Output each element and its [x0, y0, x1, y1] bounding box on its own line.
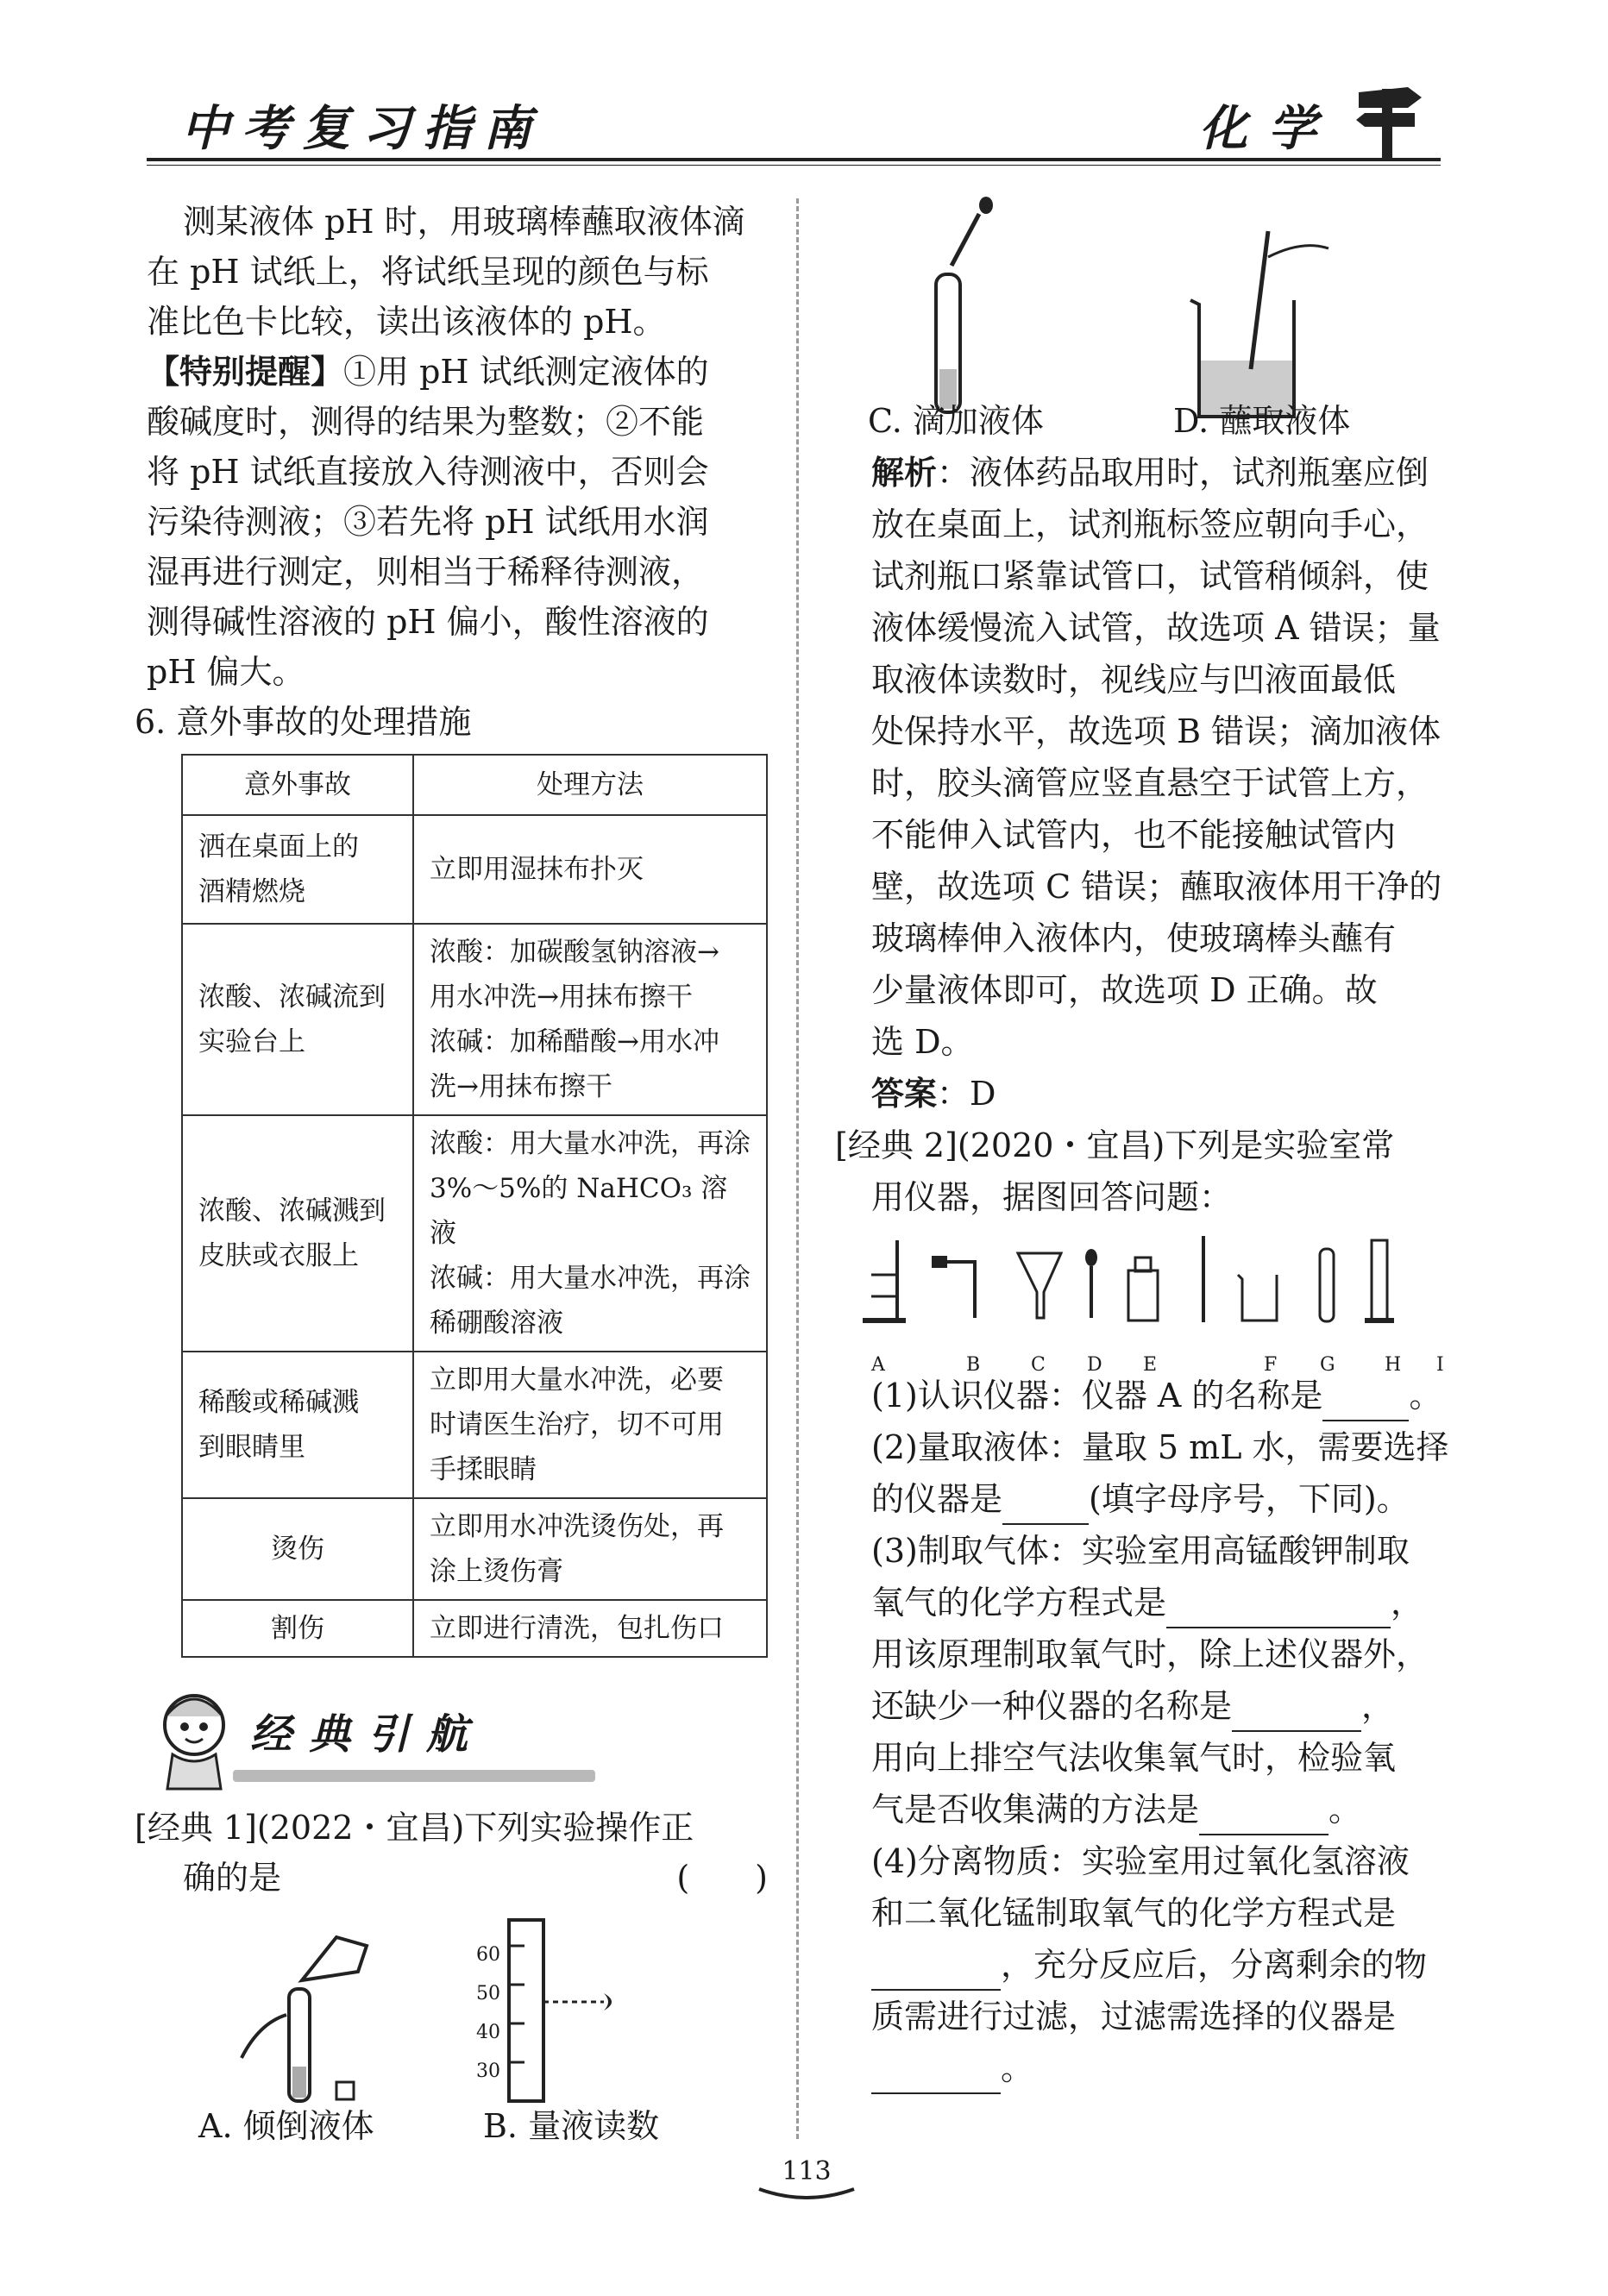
header-rule-thin — [147, 165, 1441, 166]
question-part: 氧气的化学方程式是 ， — [871, 1577, 1449, 1628]
method-cell: 浓酸：加碳酸氢钠溶液→ 用水冲洗→用抹布擦干 浓碱：加稀醋酸→用水冲 洗→用抹布擦干 — [413, 924, 767, 1115]
accident-cell: 割伤 — [182, 1600, 413, 1657]
text-line: pH 偏大。 — [147, 653, 305, 691]
figure-row-cd — [868, 197, 1449, 447]
text-line: 取液体读数时，视线应与凹液面最低 — [871, 661, 1397, 699]
instrument-label: E — [1143, 1354, 1158, 1376]
question-part: ，充分反应后，分离剩余的物 — [871, 1939, 1449, 1991]
text-line: 污染待测液；③若先将 pH 试纸用水润 — [147, 503, 709, 541]
text-line: 少量液体即可，故选项 D 正确。故 — [871, 971, 1378, 1009]
left-column — [135, 197, 768, 2145]
figure-b-caption: B. 量液读数 — [483, 2107, 660, 2145]
answer-value: ：D — [937, 1075, 996, 1113]
instrument-label: D — [1087, 1354, 1102, 1376]
text-line: 试剂瓶口紧靠试管口，试管稍倾斜，使 — [871, 557, 1429, 595]
question-part: 质需进行过滤，过滤需选择的仪器是 — [871, 1998, 1397, 2036]
text-line: 湿再进行测定，则相当于稀释待测液， — [147, 553, 705, 591]
subject-title: 化学 — [1199, 100, 1337, 157]
tick-label: 30 — [476, 2061, 500, 2082]
question-part: 的仪器是 (填字母序号，下同)。 — [871, 1473, 1449, 1525]
method-cell: 立即用大量水冲洗，必要 时请医生治疗，切不可用 手揉眼睛 — [413, 1352, 767, 1498]
accident-cell: 浓酸、浓碱流到 实验台上 — [182, 924, 413, 1115]
mascot-icon — [147, 1682, 242, 1794]
answer-label: 答案 — [871, 1074, 938, 1113]
method-cell: 立即进行清洗，包扎伤口 — [413, 1600, 767, 1657]
text-line: 准比色卡比较，读出该液体的 pH。 — [147, 303, 666, 341]
text-line: 玻璃棒伸入液体内，使玻璃棒头蘸有 — [871, 919, 1397, 957]
tick-label: 60 — [476, 1944, 500, 1966]
nav-banner — [147, 1673, 768, 1803]
header-rule — [147, 158, 1441, 161]
question-1-cont: 确的是 ( ) — [147, 1853, 768, 1903]
figure-d-caption: D. 蘸取液体 — [1173, 402, 1351, 440]
figure-row-ab — [147, 1903, 768, 2144]
table-row — [182, 815, 767, 924]
text-line: 壁，故选项 C 错误；蘸取液体用干净的 — [871, 868, 1442, 906]
instrument-label: B — [966, 1354, 981, 1376]
text-line: 选 D。 — [871, 1023, 974, 1061]
banner-underline — [233, 1770, 595, 1782]
signpost-icon — [1354, 82, 1423, 160]
text-line: 不能伸入试管内，也不能接触试管内 — [871, 816, 1397, 854]
section-heading: 6. 意外事故的处理措施 — [135, 703, 472, 741]
question-part: 还缺少一种仪器的名称是 ， — [871, 1680, 1449, 1732]
figure-c-caption: C. 滴加液体 — [868, 402, 1044, 440]
question-part: 气是否收集满的方法是 。 — [871, 1784, 1449, 1835]
table-row — [182, 924, 767, 1115]
text-line: 液体缓慢流入试管，故选项 A 错误；量 — [871, 609, 1441, 647]
section-banner-title: 经典引航 — [250, 1710, 486, 1759]
lab-instruments-figure — [854, 1232, 1458, 1335]
analysis-line: 解析：液体药品取用时，试剂瓶塞应倒 — [871, 453, 1429, 492]
tick-label: 40 — [476, 2022, 500, 2043]
table-row — [182, 1600, 767, 1657]
tip-label: 【特别提醒】 — [147, 352, 344, 391]
instrument-label: A — [871, 1354, 885, 1376]
table-row — [182, 1498, 767, 1600]
pouring-liquid-figure — [207, 1920, 380, 2110]
text-line: 酸碱度时，测得的结果为整数；②不能 — [147, 403, 705, 441]
table-header: 处理方法 — [413, 755, 767, 815]
question-part: 。 — [871, 2042, 1449, 2094]
text-line: 将 pH 试纸直接放入待测液中，否则会 — [147, 453, 709, 491]
glass-rod-figure — [1182, 223, 1354, 421]
text-line: 放在桌面上，试剂瓶标签应朝向手心， — [871, 505, 1429, 543]
dropper-figure — [919, 197, 1022, 421]
book-title: 中考复习指南 — [181, 100, 543, 157]
answer-line — [871, 1068, 1449, 1120]
question-part: (1)认识仪器：仪器 A 的名称是 。 — [871, 1370, 1449, 1421]
instrument-label: F — [1264, 1354, 1278, 1376]
accident-cell: 浓酸、浓碱溅到 皮肤或衣服上 — [182, 1115, 413, 1352]
answer-paren: ( ) — [676, 1859, 768, 1897]
question-1: [经典 1](2022・宜昌)下列实验操作正 — [135, 1809, 694, 1847]
text-line: 测某液体 pH 时，用玻璃棒蘸取液体滴 — [183, 203, 745, 241]
figure-a-caption: A. 倾倒液体 — [198, 2107, 374, 2145]
method-cell: 立即用水冲洗烫伤处，再 涂上烫伤膏 — [413, 1498, 767, 1600]
table-row — [182, 1352, 767, 1498]
cylinder-reading-figure — [474, 1911, 647, 2110]
accident-table — [181, 754, 768, 1658]
table-row — [182, 1115, 767, 1352]
instrument-label: I — [1436, 1354, 1444, 1376]
tick-label: 50 — [476, 1983, 500, 2004]
table-header-row — [182, 755, 767, 815]
method-cell: 立即用湿抹布扑灭 — [413, 815, 767, 924]
right-column — [835, 197, 1449, 2094]
instrument-label: C — [1031, 1354, 1046, 1376]
question-part: (3)制取气体：实验室用高锰酸钾制取 — [871, 1532, 1410, 1570]
text-line: 测得碱性溶液的 pH 偏小，酸性溶液的 — [147, 603, 709, 641]
instrument-row — [871, 1223, 1449, 1376]
accident-cell: 洒在桌面上的 酒精燃烧 — [182, 815, 413, 924]
tip-line: 【特别提醒】①用 pH 试纸测定液体的 — [147, 352, 709, 391]
column-divider — [796, 198, 799, 2139]
analysis-label: 解析 — [871, 453, 938, 492]
text-line: 时，胶头滴管应竖直悬空于试管上方， — [871, 764, 1429, 802]
question-part: 用该原理制取氧气时，除上述仪器外， — [871, 1635, 1429, 1673]
method-cell: 浓酸：用大量水冲洗，再涂 3%～5%的 NaHCO₃ 溶液 浓碱：用大量水冲洗，再涂 稀硼酸溶液 — [413, 1115, 767, 1352]
instrument-label: H — [1385, 1354, 1402, 1376]
accident-cell: 稀酸或稀碱溅 到眼睛里 — [182, 1352, 413, 1498]
question-part: (2)量取液体：量取 5 mL 水，需要选择 — [871, 1428, 1449, 1466]
accident-cell: 烫伤 — [182, 1498, 413, 1600]
question-part: (4)分离物质：实验室用过氧化氢溶液 — [871, 1842, 1410, 1880]
question-2: [经典 2](2020・宜昌)下列是实验室常 — [835, 1126, 1395, 1164]
text-line: 在 pH 试纸上，将试纸呈现的颜色与标 — [147, 253, 709, 291]
instrument-label: G — [1320, 1354, 1335, 1376]
page-number: 113 — [782, 2156, 832, 2186]
table-header: 意外事故 — [182, 755, 413, 815]
question-part: 用向上排空气法收集氧气时，检验氧 — [871, 1739, 1397, 1777]
text-line: 处保持水平，故选项 B 错误；滴加液体 — [871, 712, 1442, 750]
page-header — [147, 82, 1441, 168]
question-part: 和二氧化锰制取氧气的化学方程式是 — [871, 1894, 1397, 1932]
answer-blank[interactable] — [871, 2092, 1001, 2094]
question-2-cont: 用仪器，据图回答问题： — [871, 1178, 1233, 1216]
